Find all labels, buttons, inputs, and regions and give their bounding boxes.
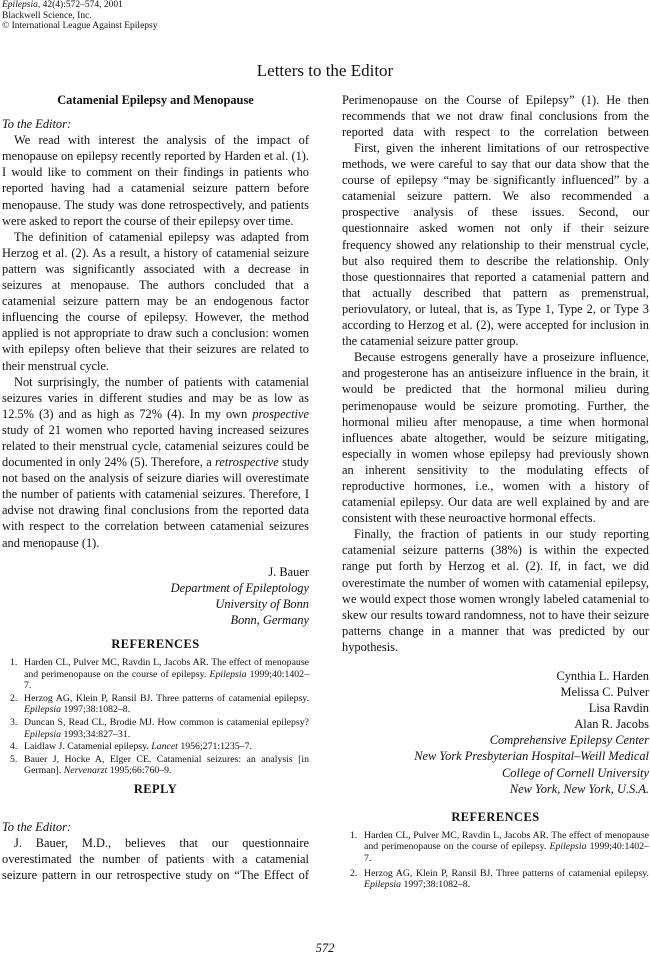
reference-number: 1. <box>10 657 18 669</box>
author-name: J. Bauer <box>268 564 309 579</box>
references-heading: REFERENCES <box>111 637 200 651</box>
reference-journal: Nervenarzt <box>63 765 108 777</box>
journal-header <box>2 0 157 32</box>
letter-references <box>2 657 309 777</box>
reference-item <box>2 717 309 740</box>
reference-item <box>2 741 309 753</box>
letter-paragraph <box>2 374 309 551</box>
reply-paragraph: Finally, the fraction of patients in our study reporting catamenial seizure patterns (38%) is within the expected range put forth by Herzog et al. (2). If, in fact, we did overestimate the number of women with catamenial epilepsy, we would expect those women wrongly labeled catamenial to skew our results toward randomness, not to have their seizure patterns change in a manner that was predicted by our hypothesis. <box>342 527 649 654</box>
author-name: Cynthia L. Harden <box>556 669 649 683</box>
right-column <box>342 92 649 892</box>
reference-number: 2. <box>10 692 18 704</box>
reply-paragraph: Because estrogens generally have a proseizure influence, and progesterone has an antiseizure influence in the brain, it would be predicted that the hormonal milieu during perimenopause would be seizure promoting. Further, the hormonal milieu after menopause, a time when hormonal influences abate altogether, would be seizure mitigating, especially in women whose epilepsy had previously shown an inherent sensitivity to the modulating effects of reproductive hormones, i.e., women with a history of catamenial epilepsy. Our data are well explained by and are consistent with these neuroactive hormonal effects. <box>342 350 649 526</box>
affiliation-line: University of Bonn <box>215 596 309 611</box>
reference-text: Laidlaw J. Catamenial epilepsy. <box>24 741 152 753</box>
affiliation-line: College of Cornell University <box>502 765 649 780</box>
reference-journal: Lancet <box>151 741 178 753</box>
text-run: study of 21 women who reported having increased seizures related to their menstrual cycle, catamenial seizures could be documented in only 24% (5). Therefore, a <box>2 422 309 470</box>
letter-signature <box>2 564 309 628</box>
reference-text: 1997;38:1082–8. <box>61 704 131 716</box>
copyright: © International League Against Epilepsy <box>2 21 158 31</box>
reference-text: 1956;271:1235–7. <box>177 741 252 753</box>
affiliation-line: Comprehensive Epilepsy Center <box>489 733 649 748</box>
reference-text: Herzog AG, Klein P, Ransil BJ. Three patterns of catamenial epilepsy. <box>364 867 649 879</box>
reference-number: 4. <box>10 741 18 753</box>
emphasis: retrospective <box>215 455 279 470</box>
letter-paragraph: The definition of catamenial epilepsy was adapted from Herzog et al. (2). As a result, a history of catamenial seizure pattern was significantly associated with a decrease in seizures at menopause. The authors concluded that a catamenial seizure pattern may be an endogenous factor influencing the course of epilepsy. However, the method applied is not appropriate to draw such a conclusion: women with epilepsy often believe that their seizures are related to their menstrual cycle. <box>2 229 309 373</box>
reference-number: 2. <box>350 867 358 879</box>
reference-text: 1997;38:1082–8. <box>401 879 471 891</box>
affiliation-line: Bonn, Germany <box>230 612 309 627</box>
reference-journal: Epilepsia <box>24 704 62 716</box>
page-number: 572 <box>315 941 335 955</box>
reference-item <box>342 830 649 865</box>
reply-paragraph-continued: Perimenopause on the Course of Epilepsy” (1). He then recommends that we not draw final conclusions from the reported data with respect to the correlation between <box>342 93 649 140</box>
affiliation-line: New York, New York, U.S.A. <box>509 781 649 796</box>
reference-text: Bauer J, Hocke A, Elger CE. Catamenial seizures: an analysis [in German]. <box>24 753 309 777</box>
reference-text: 1999;40:1402–7. <box>364 841 649 865</box>
reference-text: 1999;40:1402–7. <box>24 668 309 692</box>
emphasis: prospective <box>252 406 309 421</box>
journal-citation <box>2 0 157 11</box>
reference-text: 1995;66:760–9. <box>107 765 172 777</box>
section-title: Letters to the Editor <box>256 61 394 80</box>
reply-signature <box>342 668 649 797</box>
references-heading: REFERENCES <box>451 809 540 824</box>
affiliation-line: Department of Epileptology <box>170 580 309 595</box>
reference-number: 3. <box>10 717 18 729</box>
reference-text: Herzog AG, Klein P, Ransil BJ. Three patterns of catamenial epilepsy. <box>24 692 309 704</box>
journal-name: Epilepsia, <box>2 0 41 10</box>
reply-references <box>342 830 649 891</box>
author-name: Alan R. Jacobs <box>574 717 649 732</box>
reply-title: REPLY <box>133 782 178 797</box>
reference-text: Duncan S, Read CL, Brodie MJ. How common is catamenial epilepsy? <box>24 717 309 729</box>
reply-paragraph: J. Bauer, M.D., believes that our questionnaire overestimated the number of patients with a catamenial seizure pattern in our retrospective study on “The Effect of <box>2 836 309 883</box>
letter-paragraph: We read with interest the analysis of the impact of menopause on epilepsy recently reported by Harden et al. (1). I would like to comment on their findings in patients who reported having had a catamenial seizure pattern before menopause. The study was done retrospectively, and patients were asked to report the course of their epilepsy over time. <box>2 133 309 228</box>
reference-journal: Epilepsia <box>24 728 62 740</box>
reply-salutation: To the Editor: <box>2 820 72 835</box>
reference-item <box>342 868 649 891</box>
reference-journal: Epilepsia <box>364 879 402 891</box>
reference-item <box>2 693 309 716</box>
text-run: study not based on the analysis of seizure diaries will overestimate the number of patients with catamenial seizures. Therefore, I advise not drawing final conclusions from the reported data with respect to the correlation between catamenial seizures and menopause (1). <box>2 455 309 550</box>
author-name: Melissa C. Pulver <box>560 685 649 700</box>
text-run: Not surprisingly, the number of patients with catamenial seizures varies in different studies and may be as low as 12.5% (3) and as high as 72% (4). In my own <box>2 374 309 421</box>
author-name: Lisa Ravdin <box>588 701 649 716</box>
reply-paragraph: First, given the inherent limitations of our retrospective methods, we were careful to say that our data show that the course of epilepsy “may be significantly influenced” by a catamenial seizure pattern. We also recommended a prospective analysis of these issues. Second, our questionnaire asked women not only if their seizure frequency showed any relationship to their menstrual cycle, but also required them to describe the relationship. Only those questionnaires that reported a catamenial pattern and that actually described that pattern as premenstrual, periovulatory, or luteal, that is, as Type 1, Type 2, or Type 3 according to Herzog et al. (2), were accepted for inclusion in the catamenial seizure patter group. <box>342 141 649 349</box>
affiliation-line: New York Presbyterian Hospital–Weill Medical <box>414 749 649 764</box>
reference-text: Harden CL, Pulver MC, Ravdin L, Jacobs AR. The effect of menopause and perimenopause on the course of epilepsy. <box>24 657 309 680</box>
reference-text: Harden CL, Pulver MC, Ravdin L, Jacobs AR. The effect of menopause and perimenopause on the course of epilepsy. <box>364 829 649 853</box>
reference-item <box>2 657 309 692</box>
letter-title: Catamenial Epilepsy and Menopause <box>57 93 254 107</box>
letter-salutation: To the Editor: <box>2 117 72 132</box>
publisher: Blackwell Science, Inc. <box>2 10 92 21</box>
reply-continuation-window <box>342 92 649 140</box>
journal-volume: 42(4):572–574, 2001 <box>40 0 123 10</box>
reference-number: 5. <box>10 753 18 765</box>
reference-item <box>2 754 309 777</box>
reference-number: 1. <box>350 829 358 841</box>
reference-journal: Epilepsia <box>209 668 247 680</box>
left-column <box>2 92 309 883</box>
reference-journal: Epilepsia <box>549 841 587 853</box>
reference-text: 1993;34:827–31. <box>61 728 131 740</box>
